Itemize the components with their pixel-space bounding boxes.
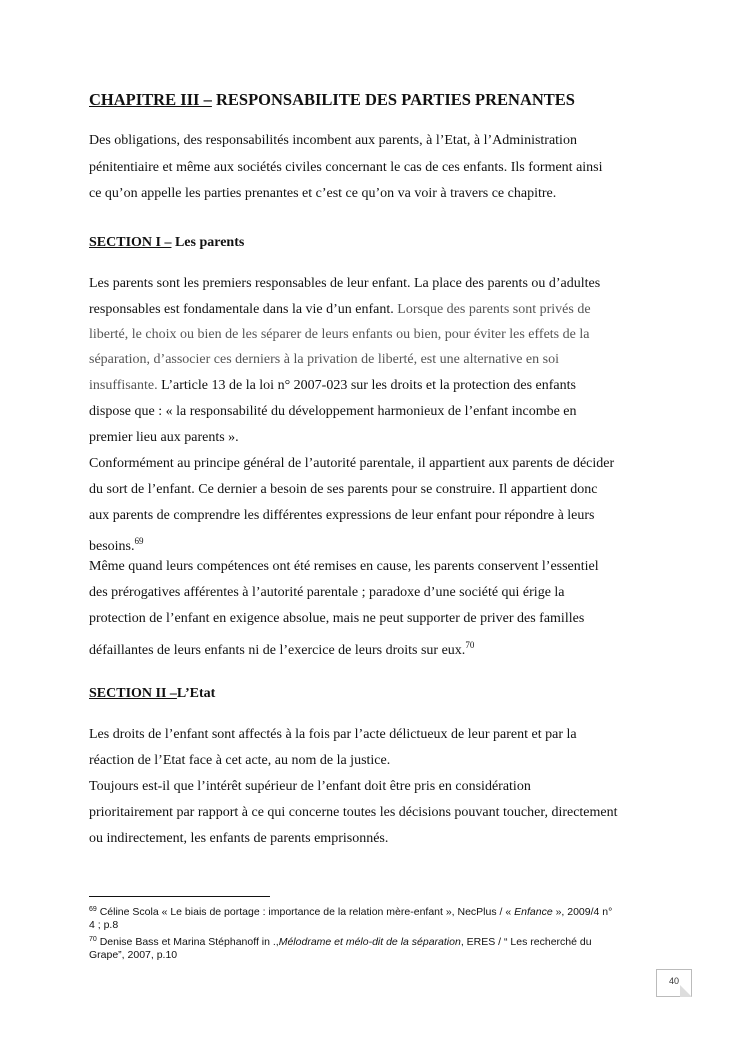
intro-line-3: ce qu’on appelle les parties prenantes et c’est ce qu’on va voir à travers ce chapitre. <box>89 186 557 201</box>
s1-line-3: liberté, le choix ou bien de les séparer de leurs enfants ou bien, pour éviter les effets de la <box>89 327 590 342</box>
s1-line-7: premier lieu aux parents ». <box>89 430 239 445</box>
intro-line-1: Des obligations, des responsabilités incombent aux parents, à l’Etat, à l’Administration <box>89 133 577 148</box>
s1-line-11 <box>89 532 144 556</box>
s1-line-10: aux parents de comprendre les différentes expressions de leur enfant pour répondre à leurs <box>89 508 595 523</box>
section2-title: L’Etat <box>176 686 216 701</box>
s2-line-4: prioritairement par rapport à ce qui concerne toutes les décisions pouvant toucher, directement <box>89 805 618 820</box>
s2-line-3: Toujours est-il que l’intérêt supérieur de l’enfant doit être pris en considération <box>89 779 531 794</box>
s1-line-14: protection de l’enfant en exigence absolue, mais ne peut supporter de priver des familles <box>89 611 585 626</box>
chapter-title <box>89 90 575 110</box>
footnote-ref-70: 70 <box>465 640 475 650</box>
footnote-70-italic: Mélodrame et mélo-dit de la séparation <box>278 936 461 948</box>
s1-line-5-a: insuffisante. <box>89 378 158 393</box>
s1-line-2-a: responsables est fondamentale dans la vie d’un enfant. <box>89 302 398 317</box>
footnote-separator <box>89 896 270 897</box>
section1-heading <box>89 235 244 251</box>
chapter-prefix: CHAPITRE III – <box>89 90 212 109</box>
s1-line-15-text: défaillantes de leurs enfants ni de l’exercice de leurs droits sur eux. <box>89 643 466 658</box>
s1-line-6: dispose que : « la responsabilité du développement harmonieux de l’enfant incombe en <box>89 404 577 419</box>
s1-line-9: du sort de l’enfant. Ce dernier a besoin de ses parents pour se construire. Il appartient donc <box>89 482 598 497</box>
section2-prefix: SECTION II – <box>89 686 177 701</box>
intro-line-2: pénitentiaire et même aux sociétés civiles concernant le cas de ces enfants. Ils forment ainsi <box>89 160 603 175</box>
footnote-70-text-a: Denise Bass et Marina Stéphanoff in ., <box>96 936 279 948</box>
section1-prefix: SECTION I – <box>89 235 172 250</box>
s1-line-15 <box>89 636 474 660</box>
s1-line-5-b: L’article 13 de la loi n° 2007-023 sur les droits et la protection des enfants <box>157 378 576 393</box>
footnote-70-text-b: , ERES / “ Les recherché du <box>460 936 592 948</box>
footnote-69-num: 69 <box>89 906 97 913</box>
s1-line-13: des prérogatives afférentes à l’autorité parentale ; paradoxe d’une société qui érige la <box>89 585 565 600</box>
footnote-70-line-1 <box>89 933 592 949</box>
chapter-title-text: RESPONSABILITE DES PARTIES PRENANTES <box>211 90 575 109</box>
section1-title: Les parents <box>171 235 245 250</box>
s1-line-1: Les parents sont les premiers responsables de leur enfant. La place des parents ou d’adultes <box>89 276 601 291</box>
page-number: 40 <box>668 976 679 986</box>
s2-line-5: ou indirectement, les enfants de parents emprisonnés. <box>89 831 389 846</box>
s1-line-12: Même quand leurs compétences ont été remises en cause, les parents conservent l’essentiel <box>89 559 599 574</box>
s2-line-2: réaction de l’Etat face à cet acte, au nom de la justice. <box>89 753 391 768</box>
footnote-69-line-1 <box>89 903 612 919</box>
s1-line-11-text: besoins. <box>89 539 135 554</box>
s1-line-8: Conformément au principe général de l’autorité parentale, il appartient aux parents de décider <box>89 456 615 471</box>
footnote-ref-69: 69 <box>134 536 144 546</box>
footnote-69-italic: Enfance <box>514 906 553 918</box>
footnote-69-text-b: », 2009/4 n° <box>552 906 613 918</box>
s1-line-5 <box>89 377 576 395</box>
page-number-fold <box>680 985 692 997</box>
footnote-69-text-a: Céline Scola « Le biais de portage : importance de la relation mère-enfant », NecPlus / « <box>96 906 515 918</box>
s1-line-2 <box>89 301 591 319</box>
footnote-70-line-2: Grape”, 2007, p.10 <box>89 949 178 961</box>
footnote-70-num: 70 <box>89 936 97 943</box>
s1-line-4: séparation, d’associer ces derniers à la privation de liberté, est une alternative en soi <box>89 352 559 367</box>
section2-heading <box>89 686 215 702</box>
footnote-69-line-2: 4 ; p.8 <box>89 919 119 931</box>
s2-line-1: Les droits de l’enfant sont affectés à la fois par l’acte délictueux de leur parent et par la <box>89 727 577 742</box>
s1-line-2-b: Lorsque des parents sont privés de <box>397 302 591 317</box>
